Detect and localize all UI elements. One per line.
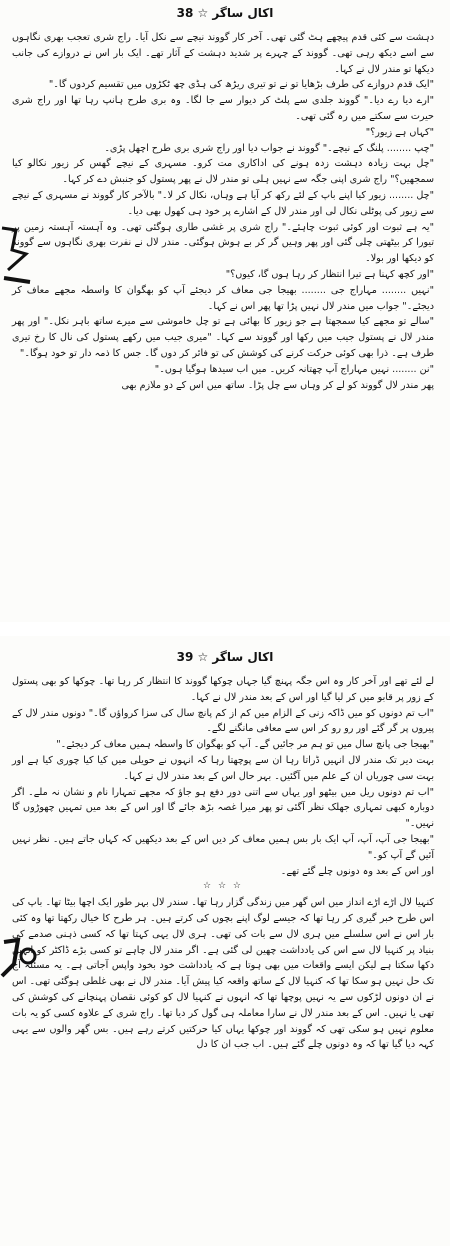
page-body	[12, 30, 434, 393]
paragraph: "اب تم دونوں ریل میں بیٹھو اور یہاں سے اتنی دور دفع ہو جاؤ کہ مجھے تمہارا نام و نشان نہ ملے۔ اگر دوبارہ کبھی تمہاری جھلک نظر آگئی تو پھر میرا غصہ بڑھ جائے گا اور اس کے بعد میں تمہیں چھوڑوں گا نہیں۔"	[12, 786, 434, 830]
paragraph: "سالے تو مجھے کیا سمجھتا ہے جو زیور کا بھائی ہے تو چل خاموشی سے میرے ساتھ باہر نکل۔" اور پھر مندر لال نے پستول جیب میں رکھا اور گووند سے کہا۔ "میری جیب میں رکھے پستول کی نال کا رخ تیری طرف ہے۔ ذرا بھی کوئی حرکت کرنے کی کوشش کی تو فائر کر دوں گا۔ جس کا ذمہ دار تو خود ہوگا۔"	[12, 316, 434, 359]
paragraph: "بھیجا جی آپ، آپ، آپ ایک بار بس ہمیں معاف کر دیں اس کے بعد دیکھیں کہ کہاں جاتے ہیں۔ نظر نہیں آئیں گے آپ کو۔"	[12, 833, 434, 861]
page-header: اکال ساگر ☆ 38	[176, 6, 274, 20]
paragraph: "بھیجا جی پانچ سال میں تو ہم مر جائیں گے۔ آپ کو بھگوان کا واسطہ ہمیں معاف کر دیجئے۔"	[56, 739, 434, 751]
paragraph: "چپ ........ پلنگ کے نیچے۔" گووند نے جواب دیا اور راج شری بری طرح اچھل پڑی۔	[104, 142, 434, 154]
paragraph: "چل ........ زیور کیا اپنے باپ کے لئے رکھ کر آیا ہے وہاں، نکال کر لا۔" بالآخر کار گووند نے مسہری کے نیچے سے زیور کی پوٹلی نکال لی اور مندر لال کے اشارے پر خود ہی کھول بھی دیا۔	[12, 189, 434, 217]
paragraph: کنہیا لال اڑے اڑے انداز میں اس گھر میں زندگی گزار رہا تھا۔ سندر لال بہر طور ایک اچھا بیٹا تھا۔ باپ کی اس طرح خبر گیری کر رہا تھا کہ جیسے لوگ اپنے بچوں کی کرتے ہیں۔ ہر طرح کا خیال رکھتا تھا وہ کئی بار اس نے اس سلسلے میں ہری لال سے بات کی تھی۔ ہری لال یہی کہتا تھا کہ کسی ذہنی صدمے کی بنیاد پر کنہیا لال سے اس کی یادداشت چھین لی گئی ہے۔ اگر مندر لال چاہے تو کسی بڑے ڈاکٹر کو انہیں دکھا سکتا ہے لیکن ایسے واقعات میں بھی ہوتا ہے کہ یادداشت خود بخود واپس آجاتی ہے۔ یہ مسئلہ آج تک حل نہیں ہو سکا تھا کہ کنہیا لال کے ساتھ واقعہ کیا پیش آیا۔ مندر لال نے بھی غلطی ہوگئی تھی۔ اس نے ان دونوں لڑکوں سے یہ نہیں پوچھا تھا کہ انہوں نے کنہیا لال کو کوئی نقصان پہنچانے کی کوشش کی تھی یا نہیں۔ اس کے بعد مندر لال نے سارا معاملہ ہی گول کر دیا تھا۔ راج شری کے علاوہ کسی کو یہ بات معلوم نہیں ہو سکی تھی کہ گووند اور چوکھا یہاں کیا حرکتیں کرتے رہے ہیں۔ بس گھر والوں سے یہی کہہ دیا گیا تھا کہ وہ دونوں چلے گئے ہیں۔ اب جب ان کا دل	[12, 897, 434, 1051]
paragraph: لے لئے تھے اور آخر کار وہ اس جگہ پہنچ گیا جہاں چوکھا گووند کا انتظار کر رہا تھا۔ چوکھا کو بھی پستول کے زور پر قابو میں کر لیا گیا اور اس کے بعد مندر لال نے کہا۔	[12, 676, 434, 703]
paragraph: "ایک قدم دروازے کی طرف بڑھایا تو نے تو تیری ریڑھ کی ہڈی چھ ٹکڑوں میں تقسیم کردوں گا۔"	[48, 79, 434, 91]
section-separator: ☆ ☆ ☆	[203, 881, 243, 892]
paragraph: اور اس کے بعد وہ دونوں چلے گئے تھے۔	[280, 865, 434, 877]
paragraph: "نہیں ........ مہاراج جی ........ بھیجا جی معاف کر دیجئے آپ کو بھگوان کا واسطہ مجھے معاف کر دیجئے۔" جواب میں مندر لال نہیں پڑا تھا پھر اس نے کہا۔	[12, 284, 434, 312]
page-gap	[0, 622, 450, 636]
paragraph: دہشت سے کئی قدم پیچھے ہٹ گئی تھی۔ آخر کار گووند نیچے سے نکل آیا۔ راج شری تعجب بھری نگاہوں سے اسے دیکھ رہی تھی۔ گووند کے چہرے پر شدید دہشت کے آثار تھے۔ ایک بار اس نے دروازے کی جانب دیکھا تو مندر لال نے کہا۔	[12, 32, 434, 75]
paragraph: "یہ ہے ثبوت اور کوئی ثبوت چاہئے۔" راج شری پر غشی طاری ہوگئی تھی۔ وہ آہستہ آہستہ زمین پر تیورا کر بیٹھتی چلی گئی اور پھر وہیں گر کر بے ہوش ہوگئی۔ مندر لال نے نفرت بھری نگاہوں سے گووند کو دیکھا اور بولا۔	[12, 221, 434, 265]
paragraph: "اور کچھ کہنا ہے تیرا انتظار کر رہا ہوں گا، کیوں؟"	[225, 268, 434, 280]
paragraph: بہت دیر تک مندر لال انہیں ڈراتا رہا ان سے پوچھتا رہا کہ انہوں نے حویلی میں کیا کیا چوری کیا ہے اور بہت سی چوریاں ان کے علم میں آگئیں۔ بہر حال اس کے بعد مندر لال نے کہا۔	[12, 754, 434, 782]
paragraph: "کہاں ہے زیور؟"	[365, 126, 434, 138]
paragraph: "نن ........ نہیں مہاراج آپ چھتانہ کریں۔ میں اب سیدھا ہوگیا ہوں۔"	[154, 363, 434, 375]
page-header: اکال ساگر ☆ 39	[176, 650, 274, 664]
page-body	[12, 674, 434, 1053]
paragraph: "ارے دیا رے دیا۔" گووند جلدی سے پلٹ کر دیوار سے جا لگا۔ وہ بری طرح ہانپ رہا تھا اور راج شری حیرت سے سکتے میں رہ گئی تھی۔	[12, 95, 434, 122]
paragraph: "چل بہت زیادہ دہشت زدہ ہونے کی اداکاری مت کرو۔ مسہری کے نیچے گھس کر زیور نکالو کیا سمجھیں؟" راج شری اپنی جگہ سے نہیں ہلی تو مندر لال نے پھر پستول کو جنبش دے کر کہا۔	[12, 158, 434, 186]
book-page-39	[0, 636, 450, 1246]
book-page-38	[0, 0, 450, 622]
paragraph: "اب تم دونوں کو میں ڈاکہ زنی کے الزام میں کم از کم پانچ سال کی سزا کرواؤں گا۔" دونوں مندر لال کے پیروں پر گر گئے اور رو رو کر اس سے معافی مانگنے لگے۔	[12, 707, 434, 735]
paragraph: پھر مندر لال گووند کو لے کر وہاں سے چل پڑا۔ ساتھ میں اس کے دو ملازم بھی	[121, 379, 434, 391]
